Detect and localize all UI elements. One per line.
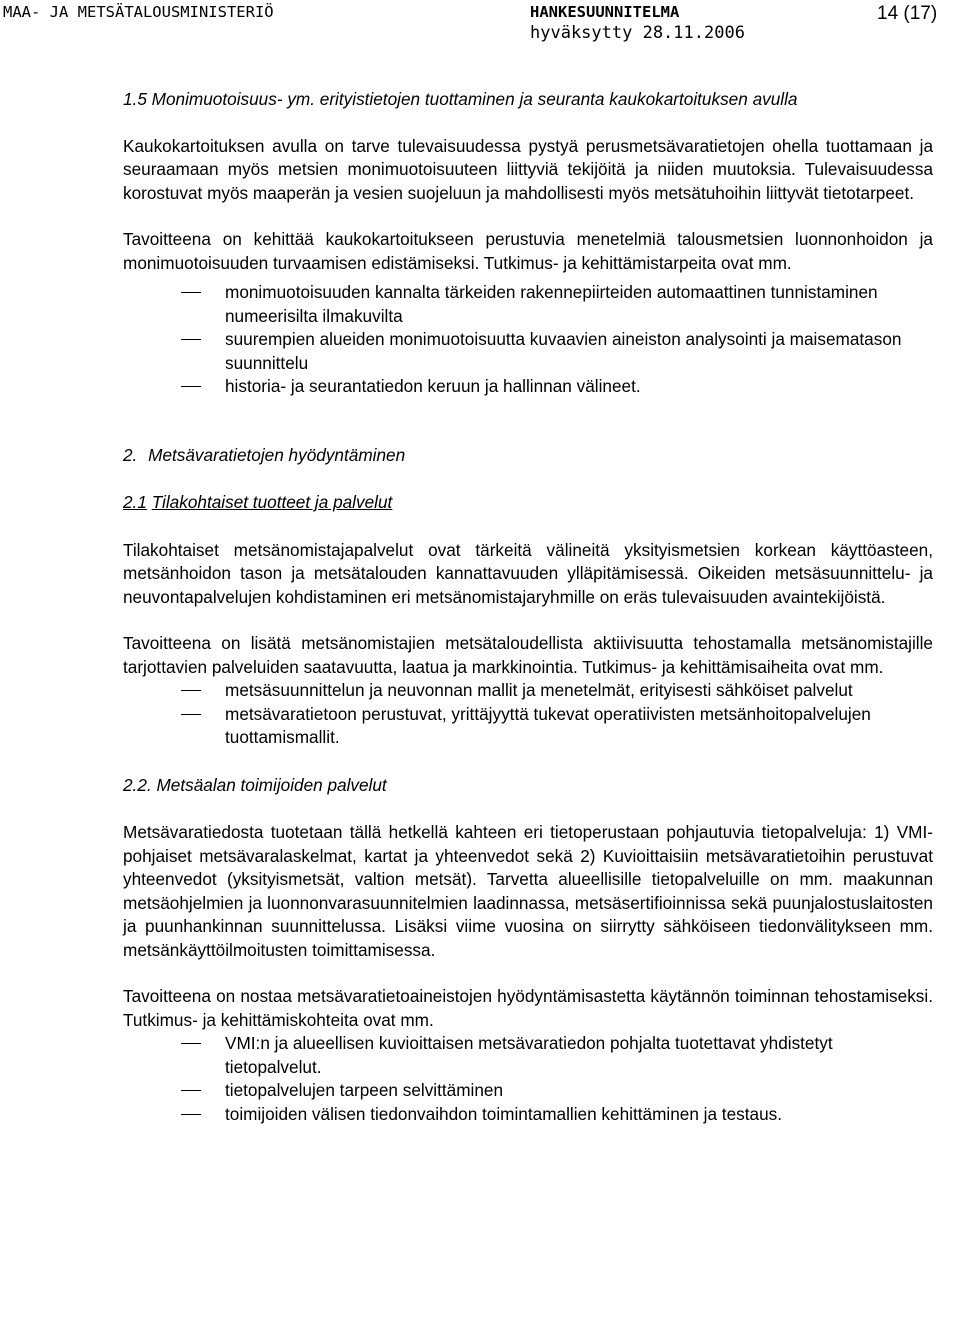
- section-2-2-bullet-list: [123, 1032, 933, 1126]
- list-item: [123, 375, 933, 399]
- list-item: [123, 328, 933, 375]
- list-item-text: monimuotoisuuden kannalta tärkeiden rakennepiirteiden automaattinen tunnistaminen numeerisilta ilmakuvilta: [225, 282, 878, 326]
- list-item-text: VMI:n ja alueellisen kuvioittaisen metsävaratiedon pohjalta tuotettavat yhdistetyt tietopalvelut.: [225, 1033, 833, 1077]
- section-2-1-paragraph-2: Tavoitteena on lisätä metsänomistajien metsätaloudellista aktiivisuutta tehostamalla metsänomistajille tarjottavien palveluiden saatavuutta, laatua ja markkinointia. Tutkimus- ja kehittämisaiheita ovat mm.: [123, 633, 933, 677]
- dash-bullet-icon: [181, 292, 201, 293]
- page-header: [0, 0, 960, 50]
- section-2-2-number: 2.2.: [123, 774, 152, 795]
- section-1-5-bullet-list: [123, 281, 933, 399]
- list-item-text: historia- ja seurantatiedon keruun ja hallinnan välineet.: [225, 376, 641, 396]
- document-type: HANKESUUNNITELMA: [530, 3, 680, 21]
- section-2-1-title: Tilakohtaiset tuotteet ja palvelut: [151, 492, 393, 512]
- list-item: [123, 1032, 933, 1079]
- list-item-text: suurempien alueiden monimuotoisuutta kuvaavien aineiston analysointi ja maisematason suunnittelu: [225, 329, 902, 373]
- list-item-text: metsäsuunnittelun ja neuvonnan mallit ja menetelmät, erityisesti sähköiset palvelut: [225, 680, 853, 700]
- list-item-text: tietopalvelujen tarpeen selvittäminen: [225, 1080, 504, 1100]
- dash-bullet-icon: [181, 1114, 201, 1115]
- section-2-1-number: 2.1: [123, 492, 147, 512]
- section-2-2-paragraph-1: Metsävaratiedosta tuotetaan tällä hetkellä kahteen eri tietoperustaan pohjautuvia tietopalveluja: 1) VMI-pohjaiset metsävaralaskelmat, kartat ja yhteenvedot sekä 2) Kuvioittaisiin metsävaratietoihin perustuvat yhteenvedot (yksityismetsät, valtion metsät). Tarvetta alueellisille tietopalveluille on mm. maakunnan metsäohjelmien ja luonnonvarasuunnitelmien laadinnassa, metsäsertifioinnissa sekä puunjalostuslaitosten ja puunhankinnan suunnittelussa. Lisäksi viime vuosina on siirrytty sähköiseen tiedonvälitykseen mm. metsänkäyttöilmoitusten toimittamisessa.: [123, 822, 933, 960]
- dash-bullet-icon: [181, 386, 201, 387]
- dash-bullet-icon: [181, 690, 201, 691]
- document-body: [123, 88, 933, 1126]
- section-2-heading: [123, 444, 933, 468]
- section-2-2-title: Metsäalan toimijoiden palvelut: [156, 774, 387, 795]
- list-item: [123, 679, 933, 703]
- dash-bullet-icon: [181, 1090, 201, 1091]
- dash-bullet-icon: [181, 714, 201, 715]
- dash-bullet-icon: [181, 1043, 201, 1044]
- list-item-text: metsävaratietoon perustuvat, yrittäjyyttä tukevat operatiivisten metsänhoitopalvelujen tuottamismallit.: [225, 703, 871, 747]
- section-2-title: Metsävaratietojen hyödyntäminen: [148, 444, 406, 465]
- list-item: [123, 281, 933, 328]
- page-number: 14 (17): [877, 3, 938, 24]
- section-1-5-heading: 1.5 Monimuotoisuus- ym. erityistietojen tuottaminen ja seuranta kaukokartoituksen avulla: [123, 89, 798, 109]
- section-2-2-heading: [123, 774, 933, 798]
- approval-date: hyväksytty 28.11.2006: [530, 23, 745, 43]
- list-item: [123, 1103, 933, 1127]
- list-item: [123, 703, 933, 750]
- section-2-1-heading: [123, 491, 933, 515]
- dash-bullet-icon: [181, 339, 201, 340]
- section-2-1-paragraph-1: Tilakohtaiset metsänomistajapalvelut ovat tärkeitä välineitä yksityismetsien korkean käyttöasteen, metsänhoidon tason ja metsätalouden kannattavuuden ylläpitämisessä. Oikeiden metsäsuunnittelu- ja neuvontapalvelujen kohdistaminen eri metsänomistajaryhmille on eräs tulevaisuuden avaintekijöistä.: [123, 539, 933, 607]
- list-item: [123, 1079, 933, 1103]
- section-2-1-bullet-list: [123, 679, 933, 750]
- section-2-number: 2.: [123, 444, 138, 465]
- section-2-2-paragraph-2: Tavoitteena on nostaa metsävaratietoaineistojen hyödyntämisastetta käytännön toiminnan tehostamiseksi. Tutkimus- ja kehittämiskohteita ovat mm.: [123, 986, 933, 1030]
- list-item-text: toimijoiden välisen tiedonvaihdon toimintamallien kehittäminen ja testaus.: [225, 1103, 782, 1124]
- organization-name: MAA- JA METSÄTALOUSMINISTERIÖ: [3, 3, 274, 21]
- section-1-5-paragraph-2: Tavoitteena on kehittää kaukokartoitukseen perustuvia menetelmiä talousmetsien luonnonhoidon ja monimuotoisuuden turvaamisen edistämiseksi. Tutkimus- ja kehittämistarpeita ovat mm.: [123, 229, 933, 273]
- section-1-5-paragraph-1: Kaukokartoituksen avulla on tarve tulevaisuudessa pystyä perusmetsävaratietojen ohella tuottamaan ja seuraamaan myös metsien monimuotoisuuteen liittyviä tekijöitä ja niiden muutoksia. Tulevaisuudessa korostuvat myös maaperän ja vesien suojeluun ja mahdollisesti myös metsätuhoihin liittyvät tietotarpeet.: [123, 135, 933, 203]
